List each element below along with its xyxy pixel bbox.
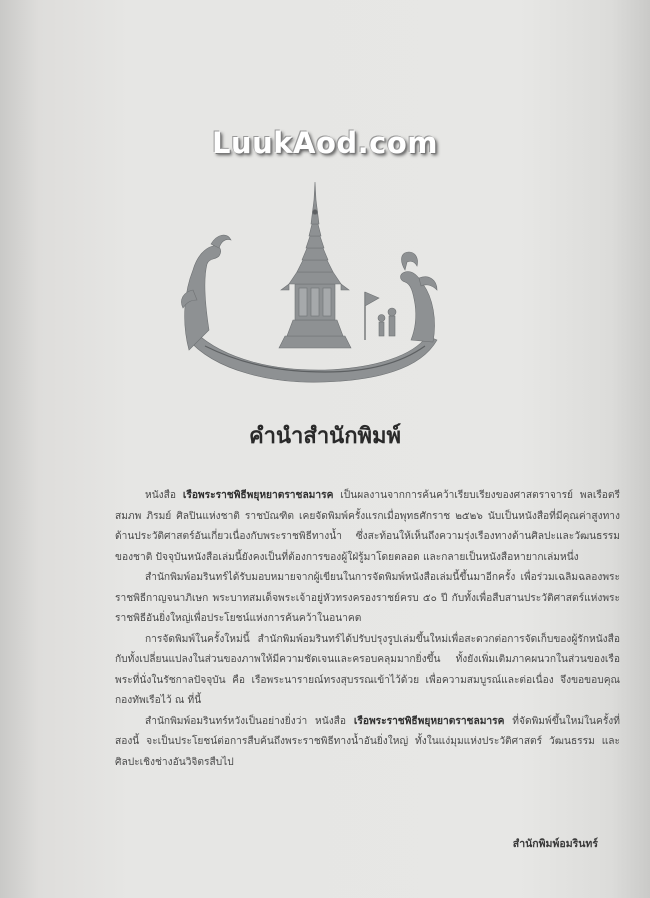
paragraph: การจัดพิมพ์ในครั้งใหม่นี้ สำนักพิมพ์อมรินทร์ได้ปรับปรุงรูปเล่มขึ้นใหม่เพื่อสะดวกต่อการจัดเก็บของผู้รักหนังสือ กับทั้งเปลี่ยนแปลงในส่วนของภาพให้มีความชัดเจนและครอบคลุมมากยิ่งขึ้น ทั้งยังเพิ่มเติมภาคผนวกในส่วนของเรือพระที่นั่งในรัชกาลปัจจุบัน คือ เรือพระนารายณ์ทรงสุบรรณเข้าไว้ด้วย เพื่อความสมบูรณ์และต่อเนื่อง จึงขอขอบคุณกองทัพเรือไว้ ณ ที่นี้ bbox=[115, 633, 620, 706]
publisher-signature: สำนักพิมพ์อมรินทร์ bbox=[512, 838, 598, 850]
book-title: เรือพระราชพิธีพยุหยาตราชลมารค bbox=[353, 715, 505, 727]
paragraph: หนังสือ เรือพระราชพิธีพยุหยาตราชลมารค เป็นผลงานจากการค้นคว้าเรียบเรียงของศาสตราจารย์ พลเรือตรีสมภพ ภิรมย์ ศิลปินแห่งชาติ ราชบัณฑิต เคยจัดพิมพ์ครั้งแรกเมื่อพุทธศักราช ๒๕๒๖ นับเป็นหนังสือที่มีคุณค่าสูงทางด้านประวัติศาสตร์อันเกี่ยวเนื่องกับพระราชพิธีทางน้ำ ซึ่งสะท้อนให้เห็นถึงความรุ่งเรืองทางด้านศิลปะและวัฒนธรรมของชาติ ปัจจุบันหนังสือเล่มนี้ยังคงเป็นที่ต้องการของผู้ใฝ่รู้มาโดยตลอด และกลายเป็นหนังสือหายากเล่มหนึ่ง bbox=[115, 490, 620, 563]
body-text bbox=[115, 486, 620, 773]
book-title: เรือพระราชพิธีพยุหยาตราชลมารค bbox=[182, 490, 334, 501]
paragraph: สำนักพิมพ์อมรินทร์ได้รับมอบหมายจากผู้เขียนในการจัดพิมพ์หนังสือเล่มนี้ขึ้นมาอีกครั้ง เพื่อร่วมเฉลิมฉลองพระราชพิธีกาญจนาภิเษก พระบาทสมเด็จพระเจ้าอยู่หัวทรงครองราชย์ครบ ๕๐ ปี กับทั้งเพื่อสืบสานประวัติศาสตร์แห่งพระราชพิธีอันยิ่งใหญ่เพื่อประโยชน์แห่งการค้นคว้าในอนาคต bbox=[115, 572, 620, 624]
watermark: LuukAod.com bbox=[211, 126, 439, 160]
royal-barge-illustration bbox=[175, 180, 455, 395]
paragraph: สำนักพิมพ์อมรินทร์หวังเป็นอย่างยิ่งว่า หนังสือ เรือพระราชพิธีพยุหยาตราชลมารค ที่จัดพิมพ์ขึ้นใหม่ในครั้งที่สองนี้ จะเป็นประโยชน์ต่อการสืบค้นถึงพระราชพิธีทางน้ำอันยิ่งใหญ่ ทั้งในแง่มุมแห่งประวัติศาสตร์ วัฒนธรรม และศิลปะเชิงช่างอันวิจิตรสืบไป bbox=[115, 715, 620, 768]
page-title: คำนำสำนักพิมพ์ bbox=[248, 423, 402, 449]
